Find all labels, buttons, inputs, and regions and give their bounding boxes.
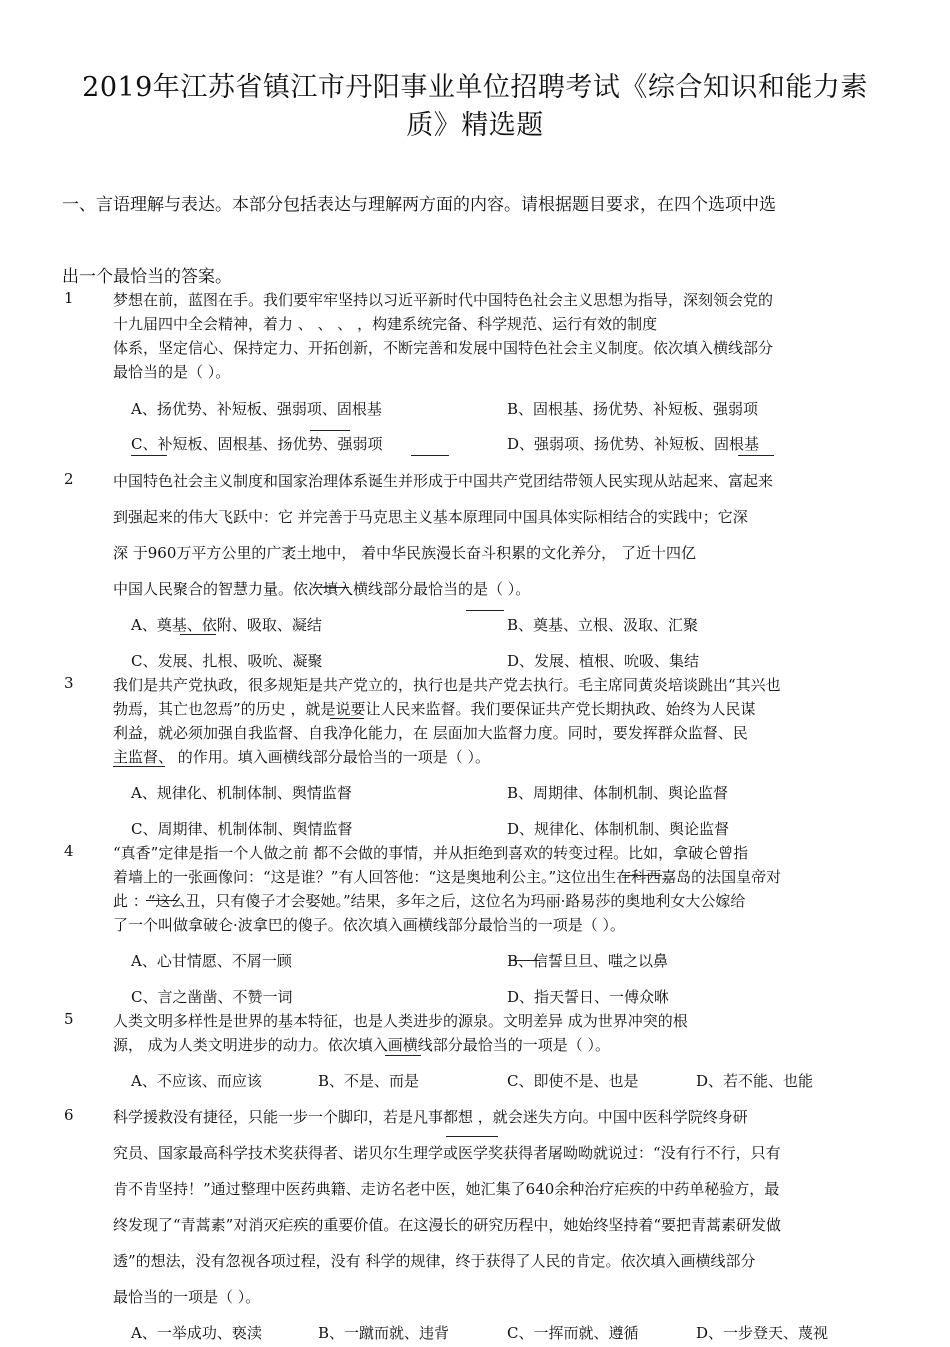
question-text-line: 我们是共产党执政，很多规矩是共产党立的，执行也是共产党去执行。毛主席同黄炎培谈跳出“其兴也 (113, 676, 781, 694)
option-c[interactable]: C、一挥而就、遵循 (507, 1324, 639, 1342)
question-text-line: 着墙上的一张画像问：“这是谁？”有人回答他：“这是奥地利公主。”这位出生在科西嘉岛的法国皇帝对 (113, 868, 782, 886)
question-number: 6 (64, 1106, 74, 1124)
scan-overline-mark (446, 1136, 498, 1137)
option-d[interactable]: D、指天誓日、一傅众咻 (507, 988, 670, 1006)
scan-underline-mark (146, 900, 178, 901)
question-text-line: 此 ：“这么丑，只有傻子才会娶她。”结果，多年之后，这位名为玛丽·路易莎的奥地利女大公嫁给 (113, 892, 746, 910)
option-a[interactable]: A、心甘情愿、不屑一顾 (131, 952, 292, 970)
question-text-line: 最恰当的一项是（ ）。 (113, 1288, 261, 1306)
option-c[interactable]: C、即使不是、也是 (507, 1072, 639, 1090)
doc-title-line-1: 2019年江苏省镇江市丹阳事业单位招聘考试《综合知识和能力素 (82, 72, 868, 103)
question-text-line: 终发现了“青蒿素”对消灭疟疾的重要价值。在这漫长的研究历程中，她始终坚持着“要把青蒿素研发做 (113, 1216, 782, 1234)
question-text-line: 利益，就必须加强自我监督、自我净化能力，在 层面加大监督力度。同时，要发挥群众监督、民 (113, 724, 748, 742)
option-b[interactable]: B、固根基、扬优势、补短板、强弱项 (507, 400, 759, 418)
section-intro-line-2: 出一个最恰当的答案。 (62, 267, 232, 287)
question-text-line: 究员、国家最高科学技术奖获得者、诺贝尔生理学或医学奖获得者屠呦呦就说过：“没有行不行，只有 (113, 1144, 781, 1162)
question-number: 5 (64, 1010, 74, 1028)
option-d[interactable]: D、一步登天、蔑视 (696, 1324, 829, 1342)
question-text-line: 主监督、 的作用。填入画横线部分最恰当的一项是（ ）。 (113, 748, 491, 766)
scan-strike-mark (510, 960, 540, 961)
scan-underline-mark (466, 610, 504, 611)
scan-underline-mark (385, 1055, 421, 1056)
option-d[interactable]: D、规律化、体制机制、舆论监督 (507, 820, 730, 838)
option-b[interactable]: B、奠基、立根、汲取、汇聚 (507, 616, 699, 634)
question-text-line: 肯不肯坚持！”通过整理中医药典籍、走访名老中医，她汇集了640余种治疗疟疾的中药单秘验方，最 (113, 1180, 780, 1198)
question-number: 3 (64, 674, 74, 692)
question-text-line: “真香”定律是指一个人做之前 都不会做的事情，并从拒绝到喜欢的转变过程。比如，拿破仑曾指 (113, 844, 749, 862)
question-text-line: 深 于960万平方公里的广袤土地中， 着中华民族漫长奋斗积累的文化养分， 了近十四亿 (113, 544, 696, 562)
question-text-line: 人类文明多样性是世界的基本特征，也是人类进步的源泉。文明差异 成为世界冲突的根 (113, 1012, 688, 1030)
scan-underline-mark (113, 766, 165, 767)
option-b[interactable]: B、不是、而是 (318, 1072, 420, 1090)
option-c[interactable]: C、补短板、固根基、扬优势、强弱项 (131, 435, 383, 453)
option-d[interactable]: D、强弱项、扬优势、补短板、固根基 (507, 435, 760, 453)
option-b[interactable]: B、信誓旦旦、嗤之以鼻 (507, 952, 669, 970)
question-text-line: 科学援救没有捷径，只能一步一个脚印，若是凡事都想 ，就会迷失方向。中国中医科学院终身研 (113, 1108, 748, 1126)
question-text-line: 了一个叫做拿破仑·波拿巴的傻子。依次填入画横线部分最恰当的一项是（ ）。 (113, 916, 626, 934)
question-number: 4 (64, 842, 74, 860)
section-intro-line-1: 一、言语理解与表达。本部分包括表达与理解两方面的内容。请根据题目要求，在四个选项中选 (62, 195, 776, 215)
scan-underline-mark (310, 430, 350, 431)
option-a[interactable]: A、一举成功、亵渎 (131, 1324, 262, 1342)
option-a[interactable]: A、不应该、而应该 (131, 1072, 262, 1090)
option-b[interactable]: B、周期律、体制机制、舆论监督 (507, 784, 729, 802)
question-text-line: 勃焉，其亡也忽焉”的历史 ，就是说要让人民来监督。我们要保证共产党长期执政、始终为人民谋 (113, 700, 756, 718)
scan-underline-mark (330, 718, 364, 719)
scan-strike-mark (622, 875, 662, 876)
question-text-line: 透”的想法，没有忽视各项过程，没有 科学的规律，终于获得了人民的肯定。依次填入画横线部分 (113, 1252, 756, 1270)
option-a[interactable]: A、规律化、机制体制、舆情监督 (131, 784, 352, 802)
scan-underline-mark (738, 455, 774, 456)
option-d[interactable]: D、发展、植根、吮吸、集结 (507, 652, 700, 670)
option-d[interactable]: D、若不能、也能 (696, 1072, 814, 1090)
doc-title-line-2: 质》精选题 (406, 110, 544, 141)
question-text-line: 中国特色社会主义制度和国家治理体系诞生并形成于中国共产党团结带领人民实现从站起来、富起来 (113, 472, 774, 490)
question-text-line: 到强起来的伟大飞跃中：它 并完善于马克思主义基本原理同中国具体实际相结合的实践中；它深 (113, 508, 748, 526)
scan-strike-mark (313, 587, 349, 588)
question-text-line: 梦想在前，蓝图在手。我们要牢牢坚持以习近平新时代中国特色社会主义思想为指导，深刻领会党的 (113, 291, 774, 309)
question-text-line: 体系，坚定信心、保持定力、开拓创新，不断完善和发展中国特色社会主义制度。依次填入横线部分 (113, 339, 774, 357)
question-text-line: 十九届四中全会精神，着力 、 、 、 ，构建系统完备、科学规范、运行有效的制度 (113, 315, 658, 333)
option-a[interactable]: A、扬优势、补短板、强弱项、固根基 (131, 400, 382, 418)
option-a[interactable]: A、奠基、依附、吸取、凝结 (131, 616, 322, 634)
scan-underline-mark (131, 455, 167, 456)
option-c[interactable]: C、发展、扎根、吸吮、凝聚 (131, 652, 323, 670)
question-text-line: 源， 成为人类文明进步的动力。依次填入画横线部分最恰当的一项是（ ）。 (113, 1036, 611, 1054)
scan-underline-mark (411, 455, 449, 456)
question-text-line: 最恰当的是（ ）。 (113, 363, 231, 381)
question-number: 1 (64, 289, 74, 307)
option-c[interactable]: C、言之凿凿、不赞一词 (131, 988, 293, 1006)
scan-underline-mark (180, 634, 216, 635)
option-b[interactable]: B、一蹴而就、违背 (318, 1324, 450, 1342)
question-text-line: 中国人民聚合的智慧力量。依次填入横线部分最恰当的是（ ）。 (113, 580, 531, 598)
question-number: 2 (64, 470, 74, 488)
option-c[interactable]: C、周期律、机制体制、舆情监督 (131, 820, 353, 838)
